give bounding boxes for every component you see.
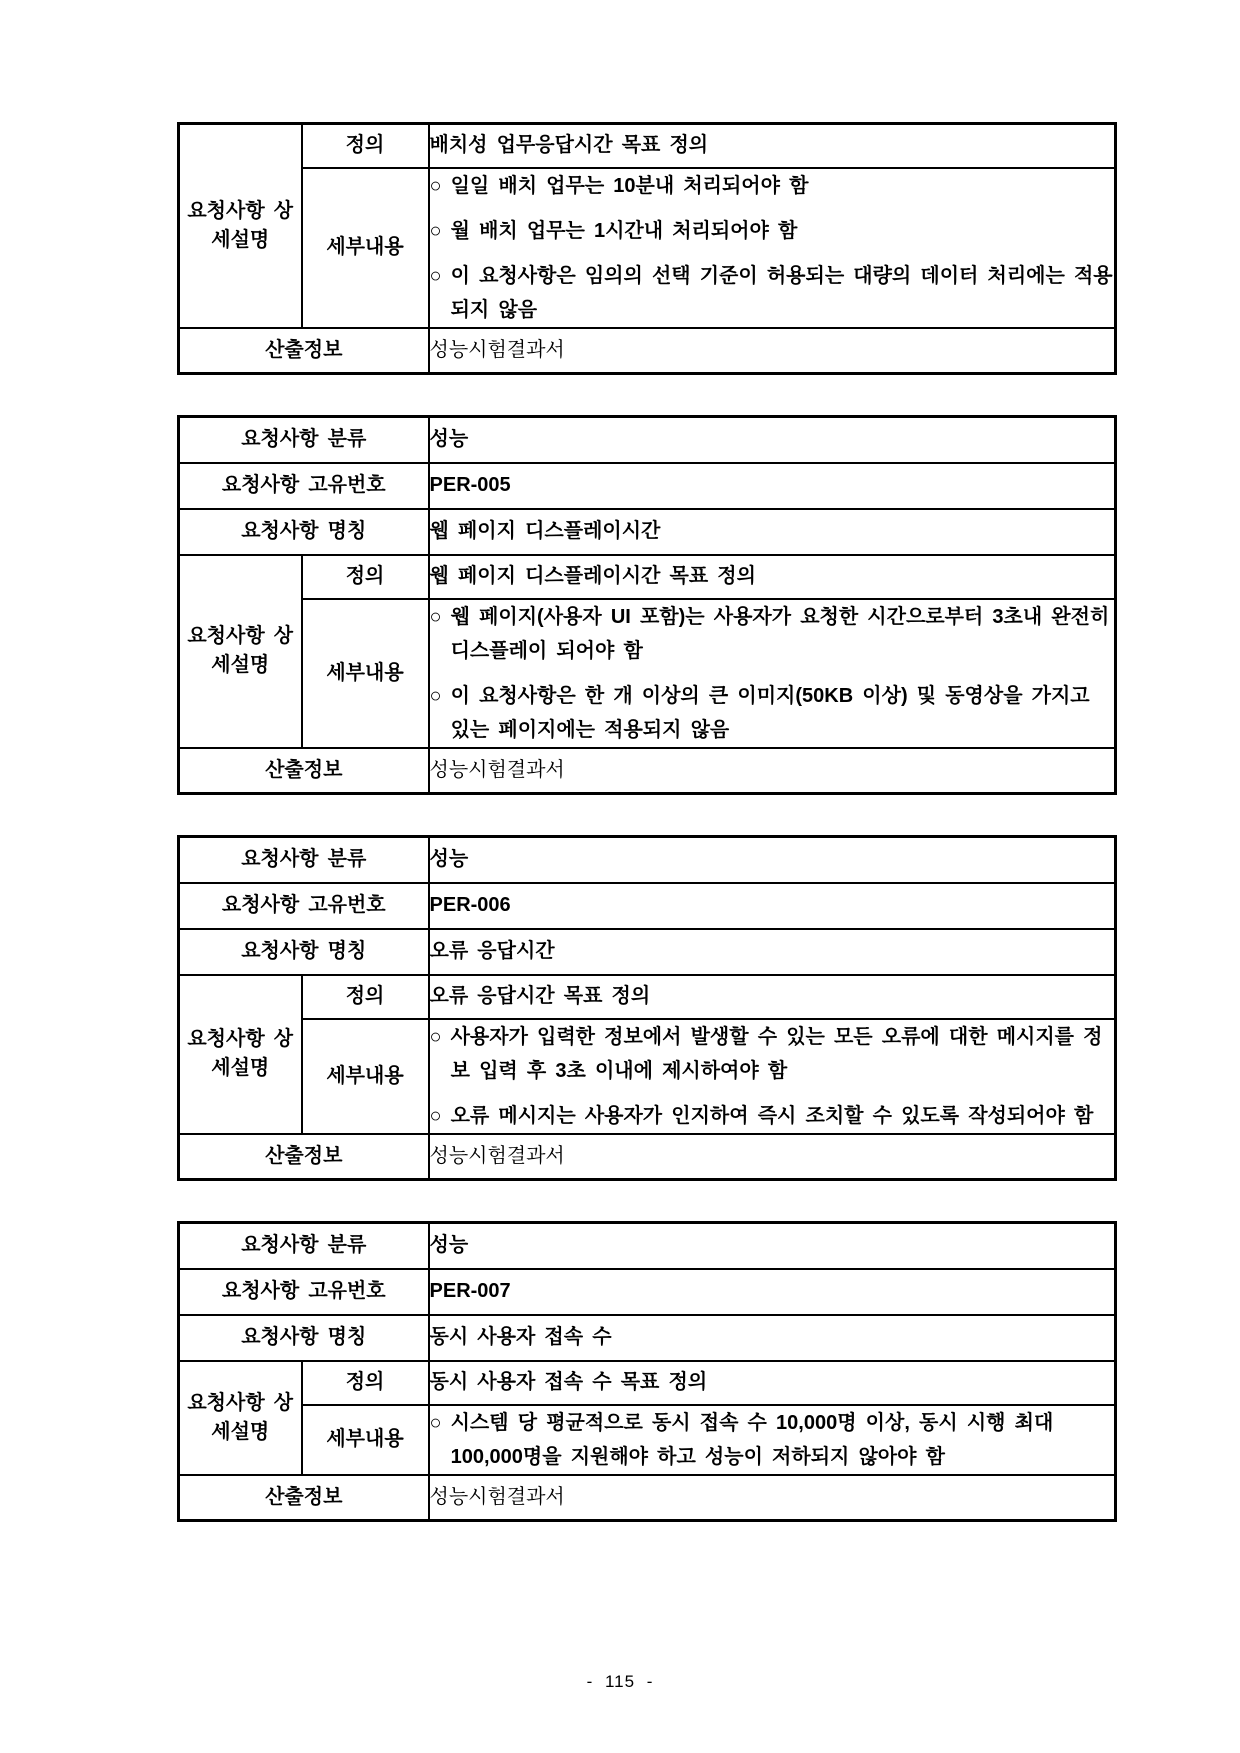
circle-bullet-icon: ○	[429, 1104, 442, 1127]
bullet-text: 시스템 당 평균적으로 동시 접속 수 10,000명 이상, 동시 시행 최대 100,000명을 지원해야 하고 성능이 저하되지 않아야 함	[450, 1411, 1054, 1468]
bullet-item	[430, 169, 1115, 203]
name-value: 오류 응답시간	[429, 929, 1116, 975]
output-value: 성능시험결과서	[429, 328, 1116, 374]
category-label: 요청사항 분류	[179, 1223, 429, 1269]
definition-label: 정의	[302, 555, 429, 599]
table-row	[179, 168, 1116, 328]
unique-id-label: 요청사항 고유번호	[179, 883, 429, 929]
detail-desc-label: 요청사항 상세설명	[179, 555, 302, 748]
requirement-table-per-007	[177, 1221, 1117, 1522]
detail-content-label: 세부내용	[302, 599, 429, 748]
definition-label: 정의	[302, 124, 429, 168]
circle-bullet-icon: ○	[429, 219, 442, 242]
definition-label: 정의	[302, 975, 429, 1019]
detail-desc-label: 요청사항 상세설명	[179, 1361, 302, 1475]
detail-content-label: 세부내용	[302, 1405, 429, 1475]
table-row	[179, 1269, 1116, 1315]
table-row	[179, 883, 1116, 929]
circle-bullet-icon: ○	[429, 684, 442, 707]
table-row	[179, 1361, 1116, 1405]
table-row	[179, 837, 1116, 883]
category-value: 성능	[429, 1223, 1116, 1269]
page-number: - 115 -	[586, 1672, 654, 1691]
bullet-item	[430, 1406, 1114, 1474]
requirement-table-per-005	[177, 415, 1117, 795]
name-value: 웹 페이지 디스플레이시간	[429, 509, 1116, 555]
bullet-text: 이 요청사항은 한 개 이상의 큰 이미지(50KB 이상) 및 동영상을 가지고 있는 페이지에는 적용되지 않음	[450, 684, 1090, 741]
table-row	[179, 1134, 1116, 1180]
detail-content-label: 세부내용	[302, 1019, 429, 1134]
category-label: 요청사항 분류	[179, 417, 429, 463]
output-value: 성능시험결과서	[429, 1134, 1116, 1180]
circle-bullet-icon: ○	[429, 605, 442, 628]
table-row	[179, 599, 1116, 748]
detail-content-value	[429, 1405, 1116, 1475]
table-row	[179, 463, 1116, 509]
circle-bullet-icon: ○	[429, 1025, 442, 1048]
table-row	[179, 975, 1116, 1019]
unique-id-label: 요청사항 고유번호	[179, 1269, 429, 1315]
unique-id-label: 요청사항 고유번호	[179, 463, 429, 509]
definition-value: 동시 사용자 접속 수 목표 정의	[429, 1361, 1116, 1405]
table-row	[179, 124, 1116, 168]
bullet-text: 이 요청사항은 임의의 선택 기준이 허용되는 대량의 데이터 처리에는 적용되지 않음	[450, 264, 1113, 321]
requirement-table-continuation	[177, 122, 1117, 375]
category-value: 성능	[429, 417, 1116, 463]
unique-id-value: PER-007	[429, 1269, 1116, 1315]
bullet-text: 오류 메시지는 사용자가 인지하여 즉시 조치할 수 있도록 작성되어야 함	[450, 1104, 1094, 1127]
bullet-text: 사용자가 입력한 정보에서 발생할 수 있는 모든 오류에 대한 메시지를 정보 입력 후 3초 이내에 제시하여야 함	[450, 1025, 1103, 1082]
table-row	[179, 748, 1116, 794]
requirement-table-per-006	[177, 835, 1117, 1181]
detail-desc-label: 요청사항 상세설명	[179, 975, 302, 1134]
output-label: 산출정보	[179, 1475, 429, 1521]
output-label: 산출정보	[179, 1134, 429, 1180]
bullet-item	[430, 679, 1114, 747]
category-value: 성능	[429, 837, 1116, 883]
output-value: 성능시험결과서	[429, 748, 1116, 794]
output-label: 산출정보	[179, 748, 429, 794]
definition-value: 웹 페이지 디스플레이시간 목표 정의	[429, 555, 1116, 599]
bullet-item	[430, 600, 1114, 668]
table-row	[179, 417, 1116, 463]
bullet-item	[430, 1099, 1114, 1133]
circle-bullet-icon: ○	[429, 174, 442, 197]
table-row	[179, 929, 1116, 975]
circle-bullet-icon: ○	[429, 1411, 442, 1434]
definition-value: 배치성 업무응답시간 목표 정의	[429, 124, 1116, 168]
bullet-text: 일일 배치 업무는 10분내 처리되어야 함	[450, 174, 809, 197]
output-value: 성능시험결과서	[429, 1475, 1116, 1521]
definition-value: 오류 응답시간 목표 정의	[429, 975, 1116, 1019]
detail-content-value	[429, 599, 1116, 748]
table-row	[179, 555, 1116, 599]
name-label: 요청사항 명칭	[179, 929, 429, 975]
detail-content-label: 세부내용	[302, 168, 429, 328]
table-row	[179, 328, 1116, 374]
output-label: 산출정보	[179, 328, 429, 374]
circle-bullet-icon: ○	[429, 264, 442, 287]
name-label: 요청사항 명칭	[179, 509, 429, 555]
table-row	[179, 509, 1116, 555]
bullet-item	[430, 1020, 1114, 1088]
bullet-item	[430, 214, 1115, 248]
bullet-item	[430, 259, 1115, 327]
definition-label: 정의	[302, 1361, 429, 1405]
detail-content-value	[429, 168, 1116, 328]
table-row	[179, 1315, 1116, 1361]
table-row	[179, 1405, 1116, 1475]
name-label: 요청사항 명칭	[179, 1315, 429, 1361]
unique-id-value: PER-005	[429, 463, 1116, 509]
bullet-text: 웹 페이지(사용자 UI 포함)는 사용자가 요청한 시간으로부터 3초내 완전히 디스플레이 되어야 함	[450, 605, 1110, 662]
bullet-text: 월 배치 업무는 1시간내 처리되어야 함	[450, 219, 798, 242]
name-value: 동시 사용자 접속 수	[429, 1315, 1116, 1361]
detail-content-value	[429, 1019, 1116, 1134]
table-row	[179, 1019, 1116, 1134]
table-row	[179, 1475, 1116, 1521]
unique-id-value: PER-006	[429, 883, 1116, 929]
category-label: 요청사항 분류	[179, 837, 429, 883]
detail-desc-label: 요청사항 상세설명	[179, 124, 302, 328]
document-content	[177, 122, 1117, 1562]
table-row	[179, 1223, 1116, 1269]
